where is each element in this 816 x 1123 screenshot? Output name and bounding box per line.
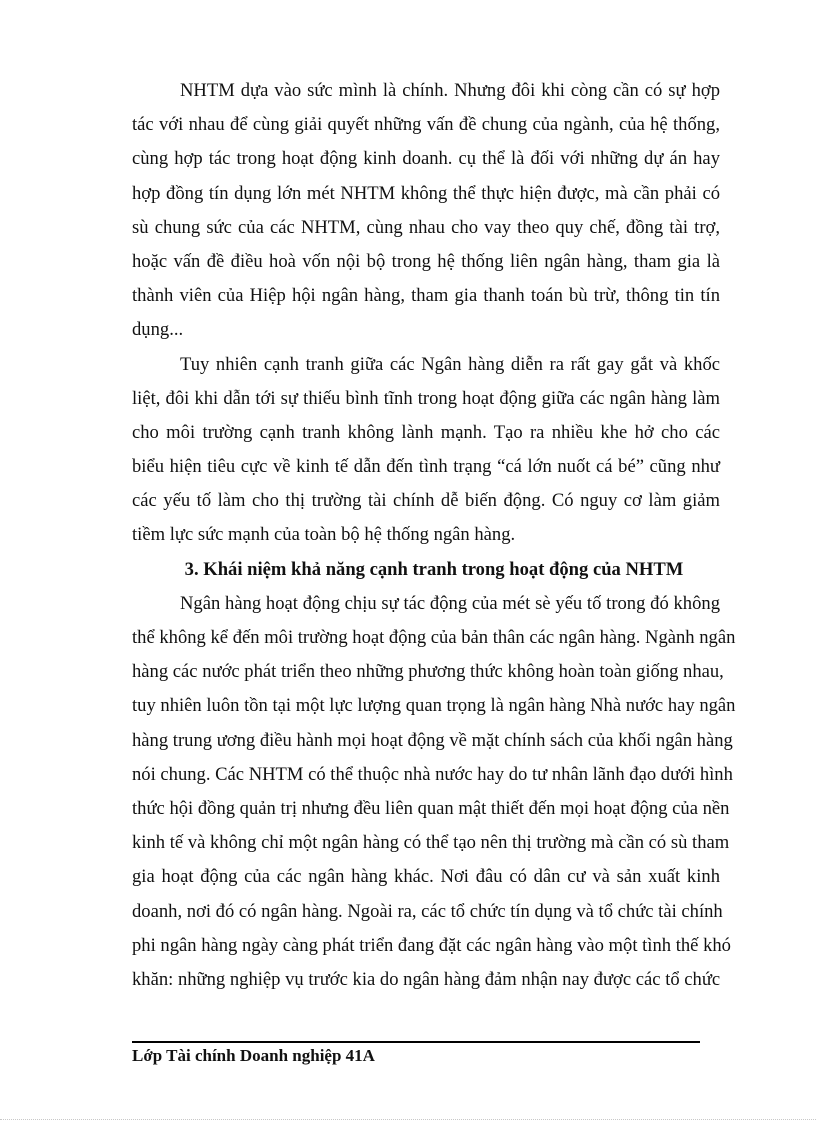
section-heading: 3. Khái niệm khả năng cạnh tranh trong hoạt động của NHTM: [184, 558, 684, 580]
paragraph-line: Tuy nhiên cạnh tranh giữa các Ngân hàng diễn ra rất gay gắt và khốc: [180, 353, 720, 375]
paragraph-line: Ngân hàng hoạt động chịu sự tác động của mét sè yếu tố trong đó không: [180, 592, 720, 614]
paragraph-line: cho môi trường cạnh tranh không lành mạnh. Tạo ra nhiều khe hở cho các: [132, 421, 720, 443]
paragraph-line: các yếu tố làm cho thị trường tài chính dễ biến động. Có nguy cơ làm giảm: [132, 490, 720, 512]
paragraph-line: hoặc vấn đề điều hoà vốn nội bộ trong hệ thống liên ngân hàng, tham gia là: [132, 250, 720, 272]
paragraph-line: liệt, đôi khi dẫn tới sự thiếu bình tĩnh trong hoạt động giữa các ngân hàng làm: [132, 387, 720, 409]
paragraph-line: doanh, nơi đó có ngân hàng. Ngoài ra, các tổ chức tín dụng và tổ chức tài chính: [132, 900, 723, 922]
paragraph-line: nói chung. Các NHTM có thể thuộc nhà nước hay do tư nhân lãnh đạo dưới hình: [132, 763, 733, 785]
footer-rule: [132, 1041, 700, 1043]
paragraph-2: [132, 348, 720, 553]
paragraph-line: khăn: những nghiệp vụ trước kia do ngân hàng đảm nhận nay được các tổ chức: [132, 968, 721, 990]
page-bottom-border: [0, 1119, 816, 1120]
paragraph-line: thành viên của Hiệp hội ngân hàng, tham gia thanh toán bù trừ, thông tin tín: [132, 285, 720, 307]
paragraph-line: dụng...: [132, 319, 184, 341]
paragraph-line: cùng hợp tác trong hoạt động kinh doanh. cụ thể là đối với những dự án hay: [132, 148, 720, 170]
paragraph-line: gia hoạt động của các ngân hàng khác. Nơi đâu có dân cư và sản xuất kinh: [132, 866, 720, 888]
footer-class-label: Lớp Tài chính Doanh nghiệp 41A: [132, 1046, 375, 1065]
paragraph-line: thức hội đồng quản trị nhưng đều liên quan mật thiết đến mọi hoạt động của nền: [132, 797, 730, 819]
paragraph-line: tuy nhiên luôn tồn tại một lực lượng quan trọng là ngân hàng Nhà nước hay ngân: [132, 695, 736, 717]
paragraph-line: sù chung sức của các NHTM, cùng nhau cho vay theo quy chế, đồng tài trợ,: [132, 216, 720, 238]
paragraph-line: phi ngân hàng ngày càng phát triển đang đặt các ngân hàng vào một tình thế khó: [132, 934, 731, 956]
paragraph-line: hợp đồng tín dụng lớn mét NHTM không thể thực hiện được, mà cần phải có: [132, 182, 720, 204]
paragraph-3: [132, 587, 736, 997]
paragraph-1: [132, 74, 720, 348]
paragraph-line: hàng các nước phát triển theo những phương thức không hoàn toàn giống nhau,: [132, 661, 724, 683]
body-text: [132, 74, 736, 997]
paragraph-line: NHTM dựa vào sức mình là chính. Nhưng đôi khi còng cần có sự hợp: [180, 80, 720, 101]
paragraph-line: biểu hiện tiêu cực về kinh tế dẫn đến tình trạng “cá lớn nuốt cá bé” cũng như: [132, 456, 720, 478]
paragraph-line: tác với nhau để cùng giải quyết những vấn đề chung của ngành, của hệ thống,: [132, 114, 720, 136]
paragraph-line: kinh tế và không chỉ một ngân hàng có thể tạo nên thị trường mà cần có sù tham: [132, 832, 730, 854]
paragraph-line: thể không kể đến môi trường hoạt động của bản thân các ngân hàng. Ngành ngân: [132, 627, 736, 648]
paragraph-line: tiềm lực sức mạnh của toàn bộ hệ thống ngân hàng.: [132, 524, 516, 546]
paragraph-line: hàng trung ương điều hành mọi hoạt động về mặt chính sách của khối ngân hàng: [132, 729, 733, 751]
